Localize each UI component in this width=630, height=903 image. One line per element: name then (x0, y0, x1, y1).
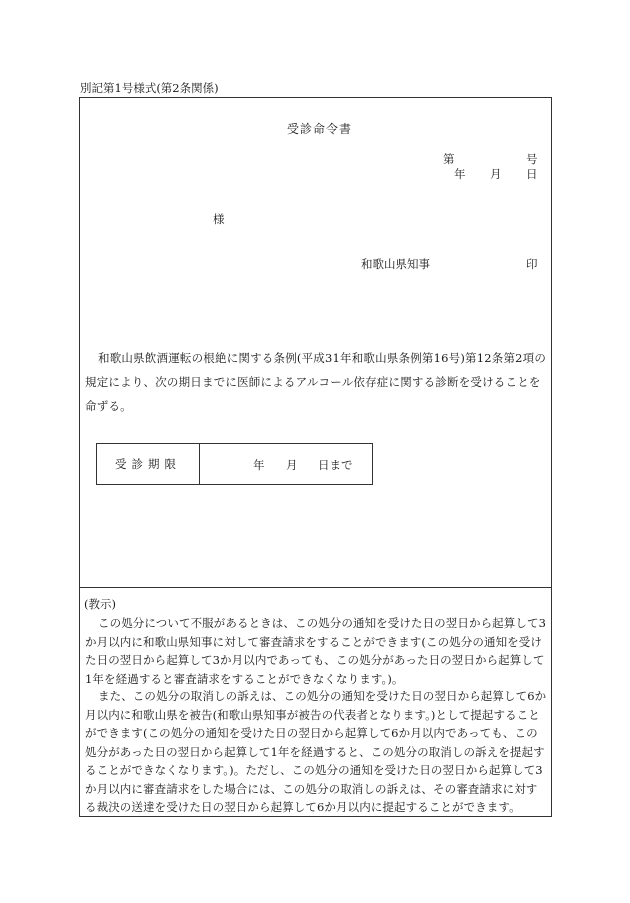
deadline-year-label: 年 (253, 458, 265, 472)
date-month-label: 月 (490, 167, 502, 181)
number-suffix: 号 (526, 152, 538, 166)
deadline-until-label: 日まで (318, 458, 353, 472)
date-year-label: 年 (454, 167, 466, 181)
number-prefix: 第 (443, 152, 455, 166)
form-frame (79, 97, 552, 817)
seal-mark: 印 (526, 257, 538, 271)
form-label: 別記第1号様式(第2条関係) (80, 81, 219, 95)
document-title: 受診命令書 (287, 122, 353, 136)
notice-heading: (教示) (84, 597, 116, 611)
deadline-table (96, 443, 373, 485)
notice-paragraph-lawsuit: また、この処分の取消しの訴えは、この処分の通知を受けた日の翌日から起算して6か月以内に和歌山県を被告(和歌山県知事が被告の代表者となります。)として提起することができます(この処分の通知を受けた日の翌日から起算して6か月以内であっても、この処分があった日の翌日から起算して1年を経過すると、この処分の取消しの訴えを提起することができなくなります。)。ただし、この処分の通知を受けた日の翌日から起算して3か月以内に審査請求をした場合には、この処分の取消しの訴えは、その審査請求に対する裁決の送達を受けた日の翌日から起算して6か月以内に提起することができます。 (85, 689, 547, 814)
addressee-suffix: 様 (213, 212, 225, 226)
issuer-name: 和歌山県知事 (361, 257, 430, 271)
deadline-value-cell (200, 444, 372, 484)
date-day-label: 日 (526, 167, 538, 181)
deadline-month-label: 月 (286, 458, 298, 472)
section-divider (80, 587, 551, 588)
deadline-label: 受診期限 (97, 444, 200, 484)
notice-paragraph-appeal: この処分について不服があるときは、この処分の通知を受けた日の翌日から起算して3か月以内に和歌山県知事に対して審査請求をすることができます(この処分の通知を受けた日の翌日から起算して3か月以内であっても、この処分があった日の翌日から起算して1年を経過すると審査請求をすることができなくなります。)。 (85, 616, 546, 686)
order-body-text: 和歌山県飲酒運転の根絶に関する条例(平成31年和歌山県条例第16号)第12条第2項の規定により、次の期日までに医師によるアルコール依存症に関する診断を受けることを命ずる。 (85, 351, 547, 413)
